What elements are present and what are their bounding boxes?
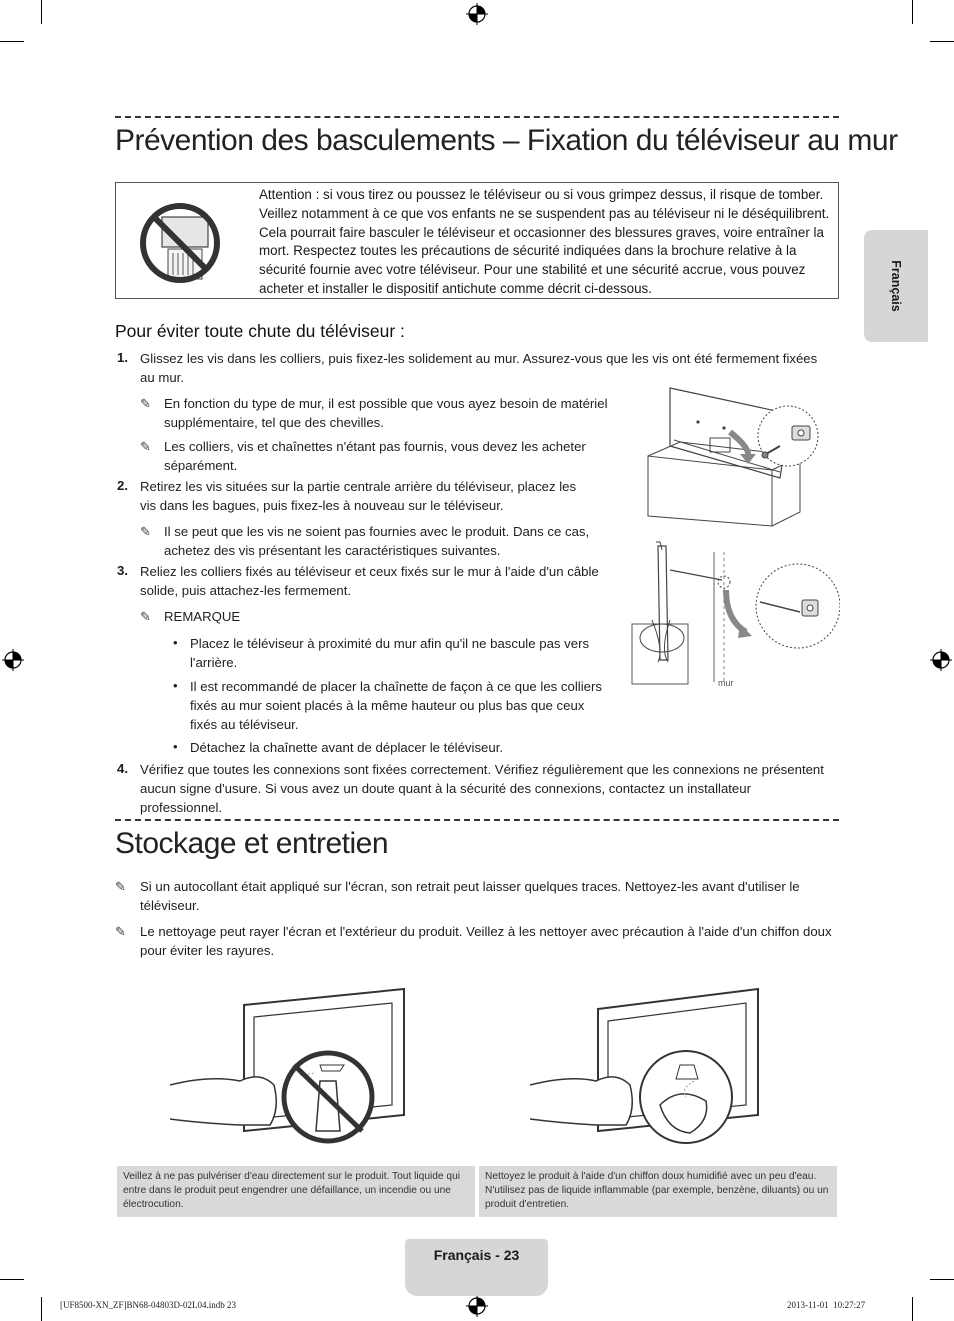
pencil-note-icon: ✎ bbox=[115, 924, 126, 939]
page-number: Français - 23 bbox=[433, 1247, 520, 1263]
section-title-storage: Stockage et entretien bbox=[115, 827, 389, 860]
pencil-note-icon: ✎ bbox=[140, 609, 151, 624]
registration-mark-icon bbox=[930, 649, 952, 671]
no-climbing-tv-warning-icon bbox=[140, 197, 220, 285]
soft-cloth-cleaning-illustration bbox=[530, 985, 770, 1155]
crop-mark bbox=[0, 1279, 24, 1280]
crop-mark bbox=[41, 1297, 42, 1321]
step-number: 2. bbox=[117, 478, 128, 493]
remark-bullet-text: Détachez la chaînette avant de déplacer le téléviseur. bbox=[190, 740, 504, 755]
tv-wall-chain-illustration bbox=[630, 540, 840, 690]
bullet-icon: • bbox=[173, 678, 178, 693]
footer-filename: [UF8500-XN_ZF]BN68-04803D-02L04.indb 23 bbox=[60, 1300, 236, 1310]
warning-text: Attention : si vous tirez ou poussez le téléviseur ou si vous grimpez dessus, il risque de tomber. Veillez notamment à ce que vos enfants ne se suspendent pas au téléviseur ni le déséquilibrent. Cela pourrait faire basculer le téléviseur et occasionner des blessures graves, voire entraîner la mort. Respectez toutes les précautions de sécurité indiquées dans la brochure relative à la sécurité fournie avec votre téléviseur. Pour une stabilité et une sécurité accrue, vous pouvez acheter et installer le dispositif antichute comme décrit ci-dessous. bbox=[259, 187, 830, 296]
crop-mark bbox=[930, 41, 954, 42]
pencil-note-icon: ✎ bbox=[140, 396, 151, 411]
side-tab-label: Français bbox=[889, 260, 903, 312]
wall-label: mur bbox=[718, 678, 734, 688]
pencil-note-icon: ✎ bbox=[140, 439, 151, 454]
step-2-text: Retirez les vis situées sur la partie centrale arrière du téléviseur, placez les vis dans les bagues, puis fixez-les à nouveau sur le téléviseur. bbox=[140, 479, 577, 513]
tv-back-screw-illustration bbox=[640, 384, 840, 529]
storage-note-2: Le nettoyage peut rayer l'écran et l'extérieur du produit. Veillez à les nettoyer avec précaution à l'aide d'un chiffon doux pour éviter les rayures. bbox=[140, 924, 832, 958]
pencil-note-icon: ✎ bbox=[115, 879, 126, 894]
step-number: 1. bbox=[117, 350, 128, 365]
crop-mark bbox=[912, 1297, 913, 1321]
note-1a-text: En fonction du type de mur, il est possible que vous ayez besoin de matériel supplémentaire, tel que des chevilles. bbox=[164, 396, 608, 430]
section-title-anti-tip: Prévention des basculements – Fixation du téléviseur au mur bbox=[115, 124, 898, 157]
remark-bullet-text: Placez le téléviseur à proximité du mur afin qu'il ne bascule pas vers l'arrière. bbox=[190, 636, 590, 670]
warning-box bbox=[115, 182, 839, 299]
crop-mark bbox=[930, 1279, 954, 1280]
step-4-text: Vérifiez que toutes les connexions sont fixées correctement. Vérifiez régulièrement que les connexions ne présentent aucun signe d'usure. Si vous avez un doute quant à la sécurité des connexions, contactez un installateur professionnel. bbox=[140, 762, 824, 815]
language-side-tab bbox=[864, 230, 928, 342]
remark-bullet-text: Il est recommandé de placer la chaînette de façon à ce que les colliers fixés au mur soient placés à la même hauteur ou plus bas que ceux fixés au téléviseur. bbox=[190, 679, 602, 732]
footer-timestamp: 2013-11-01 ︎ 10:27:27 bbox=[787, 1300, 866, 1310]
page-number-box bbox=[405, 1239, 548, 1296]
step-1-text: Glissez les vis dans les colliers, puis fixez-les solidement au mur. Assurez-vous que les vis ont été fermement fixées au mur. bbox=[140, 351, 818, 385]
caption-no-spray: Veillez à ne pas pulvériser d'eau directement sur le produit. Tout liquide qui entre dans le produit peut engendrer une défaillance, un incendie ou une électrocution. bbox=[117, 1166, 475, 1217]
registration-mark-icon bbox=[466, 1295, 488, 1317]
bullet-icon: • bbox=[173, 739, 178, 754]
crop-mark bbox=[41, 0, 42, 24]
crop-mark bbox=[0, 41, 24, 42]
subsection-title: Pour éviter toute chute du téléviseur : bbox=[115, 321, 405, 341]
no-spray-illustration bbox=[170, 985, 410, 1155]
bullet-icon: • bbox=[173, 635, 178, 650]
section-divider bbox=[115, 116, 839, 118]
remark-label: REMARQUE bbox=[164, 609, 241, 624]
step-3-text: Reliez les colliers fixés au téléviseur et ceux fixés sur le mur à l'aide d'un câble solide, puis attachez-les fermement. bbox=[140, 564, 599, 598]
step-number: 3. bbox=[117, 563, 128, 578]
registration-mark-icon bbox=[2, 649, 24, 671]
registration-mark-icon bbox=[466, 3, 488, 25]
pencil-note-icon: ✎ bbox=[140, 524, 151, 539]
storage-note-1: Si un autocollant était appliqué sur l'écran, son retrait peut laisser quelques traces. Nettoyez-les avant d'utiliser le téléviseur. bbox=[140, 879, 800, 913]
note-2-text: Il se peut que les vis ne soient pas fournies avec le produit. Dans ce cas, achetez des vis présentant les caractéristiques suivantes. bbox=[164, 524, 590, 558]
caption-soft-cloth: Nettoyez le produit à l'aide d'un chiffon doux humidifié avec un peu d'eau. N'utilisez pas de liquide inflammable (par exemple, benzène, diluants) ou un produit d'entretien. bbox=[479, 1166, 837, 1217]
crop-mark bbox=[912, 0, 913, 24]
step-number: 4. bbox=[117, 761, 128, 776]
note-1b-text: Les colliers, vis et chaînettes n'étant pas fournis, vous devez les acheter séparément. bbox=[164, 439, 586, 473]
section-divider bbox=[115, 819, 839, 821]
